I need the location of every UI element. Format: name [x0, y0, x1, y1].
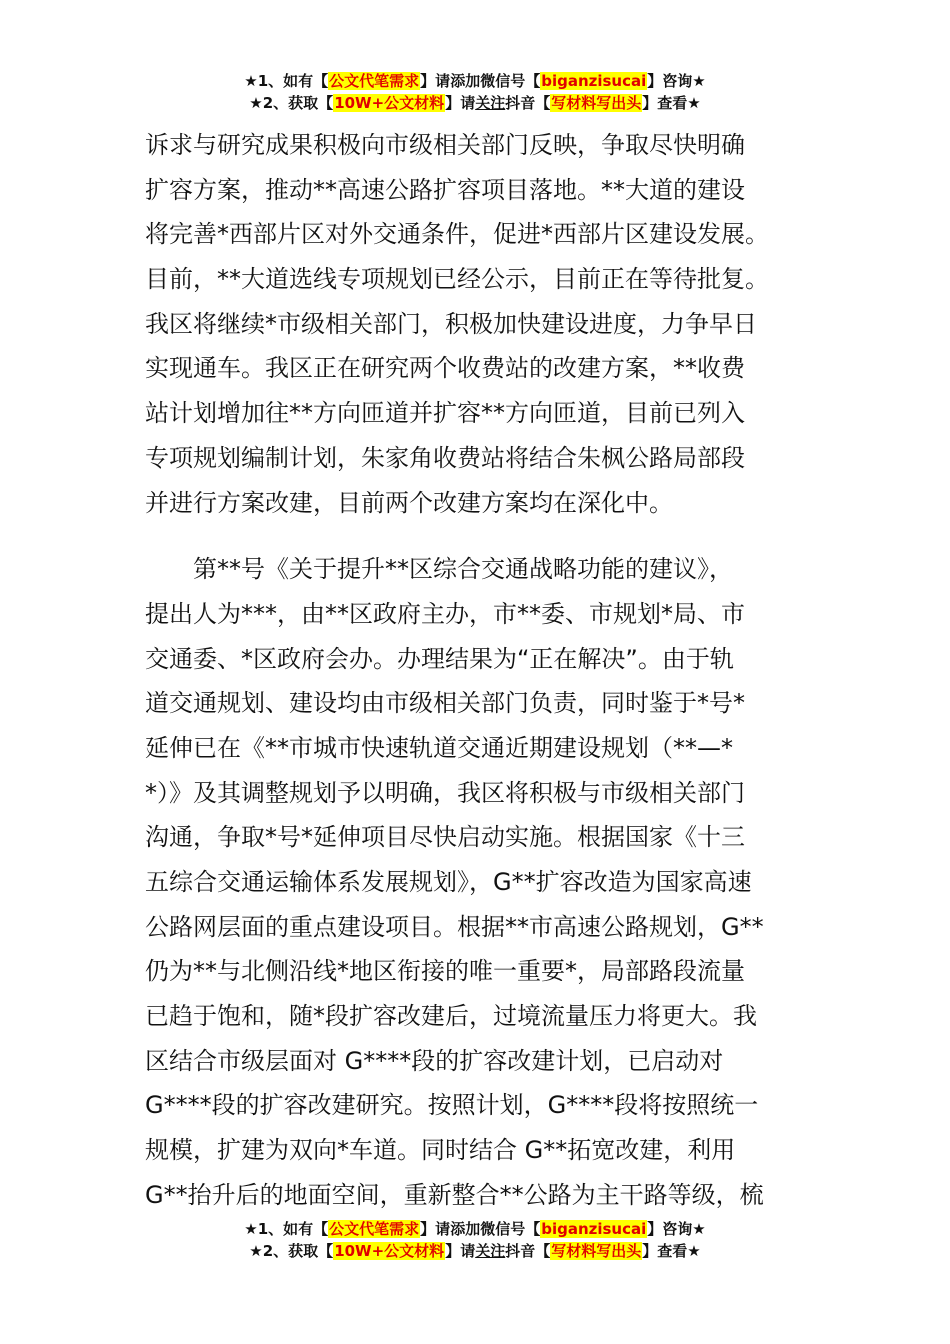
highlight-wechat-id: biganzisucai	[541, 72, 647, 90]
text-line: 第**号《关于提升**区综合交通战略功能的建议》，	[193, 555, 733, 584]
promo-line-2	[0, 92, 950, 114]
promo-text: 】请	[445, 1242, 476, 1260]
text-line: 交通委、*区政府会办。办理结果为“正在解决”。由于轨	[145, 644, 734, 673]
promo-text: 】请	[420, 1220, 451, 1238]
document-body	[145, 123, 825, 1218]
emphasis-text: 添加	[450, 1220, 481, 1238]
promo-line-1	[0, 70, 950, 92]
emphasis-text: 添加	[450, 72, 481, 90]
emphasis-text: 关注	[475, 94, 506, 112]
text-line: 提出人为***，由**区政府主办，市**委、市规划*局、市	[145, 599, 745, 628]
text-line: 公路网层面的重点建设项目。根据**市高速公路规划，G**	[145, 912, 764, 941]
text-line: G****段的扩容改建研究。按照计划，G****段将按照统一	[145, 1091, 759, 1120]
promo-text: ★1、如有【	[244, 1220, 329, 1238]
highlight-materials: 10W+公文材料	[334, 94, 445, 112]
text-line: 道交通规划、建设均由市级相关部门负责，同时鉴于*号*	[145, 689, 745, 718]
text-line: 扩容方案，推动**高速公路扩容项目落地。**大道的建设	[145, 175, 745, 204]
text-line: 仍为**与北侧沿线*地区衔接的唯一重要*，局部路段流量	[145, 957, 745, 986]
promo-text: 微信号【	[480, 72, 541, 90]
text-line: 规模，扩建为双向*车道。同时结合 G**拓宽改建，利用	[145, 1136, 736, 1165]
text-line: 沟通，争取*号*延伸项目尽快启动实施。根据国家《十三	[145, 823, 745, 852]
highlight-service: 公文代笔需求	[329, 1220, 420, 1238]
promo-text: ★2、获取【	[249, 94, 334, 112]
paragraph-2	[145, 547, 825, 1217]
top-promo-banner	[0, 70, 950, 114]
promo-text: 抖音【	[505, 1242, 551, 1260]
text-line: 五综合交通运输体系发展规划》，G**扩容改造为国家高速	[145, 868, 752, 896]
promo-line-1	[0, 1218, 950, 1240]
bottom-promo-banner	[0, 1218, 950, 1262]
promo-text: 】请	[445, 94, 476, 112]
highlight-douyin-account: 写材料写出头	[551, 1242, 642, 1260]
highlight-service: 公文代笔需求	[329, 72, 420, 90]
promo-text: 】咨询★	[647, 1220, 706, 1238]
promo-text: 】请	[420, 72, 451, 90]
text-line: 已趋于饱和，随*段扩容改建后，过境流量压力将更大。我	[145, 1002, 757, 1031]
text-line: 延伸已在《**市城市快速轨道交通近期建设规划（**—*	[145, 733, 733, 762]
promo-text: ★2、获取【	[249, 1242, 334, 1260]
highlight-douyin-account: 写材料写出头	[551, 94, 642, 112]
text-line: 专项规划编制计划，朱家角收费站将结合朱枫公路局部段	[145, 443, 745, 472]
text-line: G**抬升后的地面空间，重新整合**公路为主干路等级，梳	[145, 1180, 764, 1209]
text-line: *）》及其调整规划予以明确，我区将积极与市级相关部门	[145, 778, 745, 807]
promo-text: 】查看★	[642, 1242, 701, 1260]
text-line: 区结合市级层面对 G****段的扩容改建计划，已启动对	[145, 1046, 724, 1075]
text-line: 实现通车。我区正在研究两个收费站的改建方案，**收费	[145, 354, 745, 383]
highlight-materials: 10W+公文材料	[334, 1242, 445, 1260]
promo-text: 】咨询★	[647, 72, 706, 90]
promo-line-2	[0, 1240, 950, 1262]
text-line: 诉求与研究成果积极向市级相关部门反映，争取尽快明确	[145, 131, 745, 159]
emphasis-text: 关注	[475, 1242, 506, 1260]
paragraph-1	[145, 123, 825, 525]
text-line: 并进行方案改建，目前两个改建方案均在深化中。	[145, 488, 673, 517]
promo-text: ★1、如有【	[244, 72, 329, 90]
promo-text: 微信号【	[480, 1220, 541, 1238]
text-line: 站计划增加往**方向匝道并扩容**方向匝道，目前已列入	[145, 399, 745, 428]
highlight-wechat-id: biganzisucai	[541, 1220, 647, 1238]
text-line: 将完善*西部片区对外交通条件，促进*西部片区建设发展。	[145, 220, 769, 249]
text-line: 我区将继续*市级相关部门，积极加快建设进度，力争早日	[145, 309, 757, 338]
promo-text: 抖音【	[505, 94, 551, 112]
promo-text: 】查看★	[642, 94, 701, 112]
text-line: 目前，**大道选线专项规划已经公示，目前正在等待批复。	[145, 265, 769, 294]
